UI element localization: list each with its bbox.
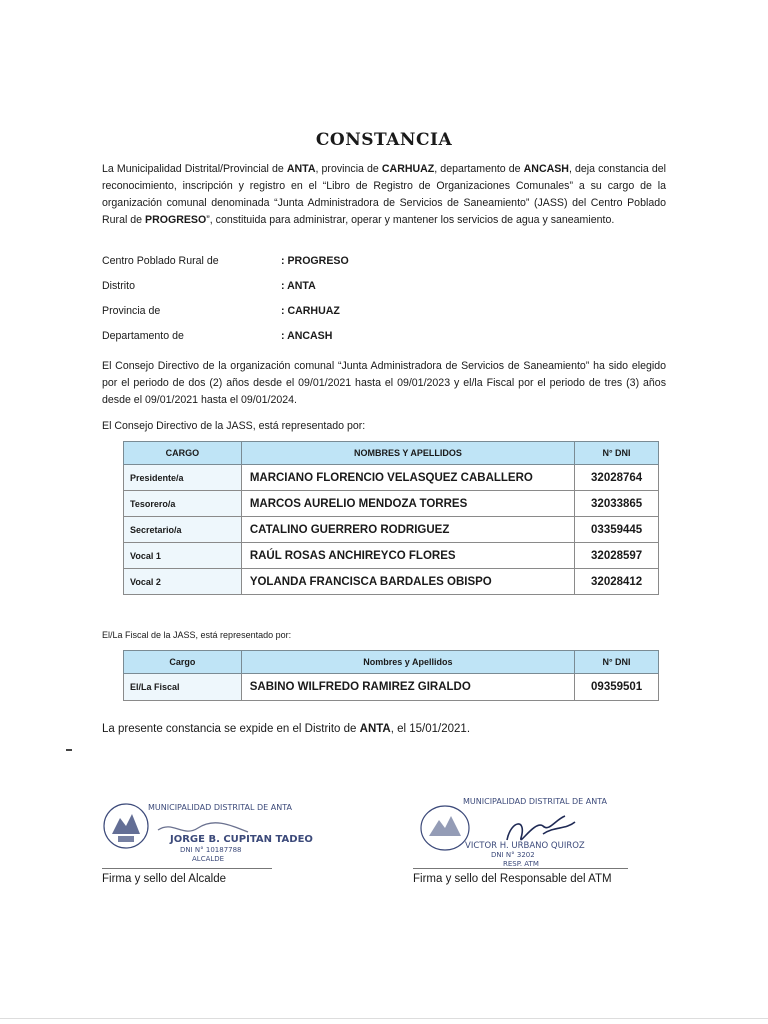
location-fields bbox=[102, 255, 502, 355]
cell-dni: 09359501 bbox=[575, 674, 659, 701]
cell-dni: 32028764 bbox=[575, 465, 659, 491]
cell-cargo: Vocal 1 bbox=[124, 543, 242, 569]
stamp-heading: MUNICIPALIDAD DISTRITAL DE ANTA bbox=[148, 803, 292, 812]
column-header-nombres: Nombres y Apellidos bbox=[241, 651, 574, 674]
atm-stamp bbox=[415, 790, 635, 870]
margin-mark bbox=[66, 749, 72, 751]
field-value: : PROGRESO bbox=[281, 255, 349, 267]
table-header-row bbox=[124, 651, 659, 674]
intro-bold: ANTA bbox=[286, 163, 316, 175]
cell-dni: 32033865 bbox=[575, 491, 659, 517]
field-value: : ANTA bbox=[281, 280, 316, 292]
intro-text: , provincia de bbox=[315, 163, 382, 175]
consejo-paragraph: El Consejo Directivo de la organización comunal “Junta Administradora de Servicios de Saneamiento” ha sido elegido por el periodo de dos (2) años desde el 09/01/2021 hasta el 09/01/2023 y el/la Fiscal por el periodo de tres (3) años desde el 09/01/2021 hasta el 09/01/2024. bbox=[102, 360, 666, 406]
table-row bbox=[124, 674, 659, 701]
table-row bbox=[124, 517, 659, 543]
table-header-row bbox=[124, 442, 659, 465]
column-header-nombres: NOMBRES Y APELLIDOS bbox=[241, 442, 574, 465]
field-label: Provincia de bbox=[102, 305, 161, 317]
field-row bbox=[102, 305, 502, 330]
cell-nombre: CATALINO GUERRERO RODRIGUEZ bbox=[241, 517, 574, 543]
municipal-emblem-icon bbox=[421, 806, 469, 850]
column-header-dni: N° DNI bbox=[575, 651, 659, 674]
cell-nombre: SABINO WILFREDO RAMIREZ GIRALDO bbox=[241, 674, 574, 701]
stamp-name: VICTOR H. URBANO QUIROZ bbox=[465, 841, 585, 851]
fiscal-table bbox=[123, 650, 659, 701]
stamp-heading: MUNICIPALIDAD DISTRITAL DE ANTA bbox=[463, 797, 607, 806]
closing-bold: ANTA bbox=[359, 723, 391, 735]
stamp-name: JORGE B. CUPITAN TADEO bbox=[170, 834, 313, 845]
cell-nombre: MARCIANO FLORENCIO VELASQUEZ CABALLERO bbox=[241, 465, 574, 491]
atm-signature-label: Firma y sello del Responsable del ATM bbox=[413, 873, 612, 885]
municipal-emblem-icon bbox=[104, 804, 148, 848]
field-row bbox=[102, 280, 502, 305]
field-label: Departamento de bbox=[102, 330, 184, 342]
column-header-cargo: CARGO bbox=[124, 442, 242, 465]
cell-nombre: YOLANDA FRANCISCA BARDALES OBISPO bbox=[241, 569, 574, 595]
consejo-table bbox=[123, 441, 659, 595]
intro-paragraph bbox=[102, 161, 666, 229]
table-row bbox=[124, 569, 659, 595]
signature-line-right bbox=[413, 868, 628, 869]
closing-statement bbox=[102, 723, 470, 735]
column-header-dni: N° DNI bbox=[575, 442, 659, 465]
fiscal-intro: El/La Fiscal de la JASS, está representado por: bbox=[102, 630, 292, 640]
closing-text: La presente constancia se expide en el Distrito de bbox=[102, 723, 360, 735]
cell-cargo: Secretario/a bbox=[124, 517, 242, 543]
stamp-dni: DNI N° 3202 bbox=[491, 851, 535, 859]
scan-edge bbox=[0, 1018, 768, 1019]
field-label: Distrito bbox=[102, 280, 135, 292]
stamp-role: RESP. ATM bbox=[503, 860, 539, 868]
mayor-signature-label: Firma y sello del Alcalde bbox=[102, 873, 226, 885]
cell-cargo: Vocal 2 bbox=[124, 569, 242, 595]
intro-bold: CARHUAZ bbox=[381, 163, 435, 175]
signature-scribble bbox=[507, 816, 575, 840]
table-row bbox=[124, 491, 659, 517]
intro-text: ”, constituida para administrar, operar y mantener los servicios de agua y saneamiento. bbox=[206, 214, 615, 226]
signature-line-left bbox=[102, 868, 272, 869]
intro-text: La Municipalidad Distrital/Provincial de bbox=[102, 163, 287, 175]
stamp-dni: DNI N° 10187788 bbox=[180, 846, 242, 854]
column-header-cargo: Cargo bbox=[124, 651, 242, 674]
consejo-intro: El Consejo Directivo de la JASS, está representado por: bbox=[102, 420, 366, 432]
stamp-role: ALCALDE bbox=[192, 855, 225, 863]
cell-nombre: MARCOS AURELIO MENDOZA TORRES bbox=[241, 491, 574, 517]
table-row bbox=[124, 543, 659, 569]
cell-cargo: Tesorero/a bbox=[124, 491, 242, 517]
document-title: CONSTANCIA bbox=[315, 130, 453, 150]
mayor-stamp bbox=[98, 790, 313, 870]
cell-cargo: Presidente/a bbox=[124, 465, 242, 491]
field-row bbox=[102, 330, 502, 355]
closing-text: , el 15/01/2021. bbox=[390, 723, 471, 735]
intro-text: , deja constancia del reconocimiento, inscripción y registro en el “Libro de Registro de Organizaciones Comunales” a su cargo de la organización comunal denominada “Junta Administradora de Servicios de Saneamiento” (JASS) del Centro Poblado Rural de bbox=[102, 163, 666, 226]
field-value: : CARHUAZ bbox=[281, 305, 340, 317]
cell-dni: 03359445 bbox=[575, 517, 659, 543]
intro-text: , departamento de bbox=[434, 163, 524, 175]
signature-scribble bbox=[158, 823, 248, 832]
cell-nombre: RAÚL ROSAS ANCHIREYCO FLORES bbox=[241, 543, 574, 569]
table-row bbox=[124, 465, 659, 491]
field-row bbox=[102, 255, 502, 280]
intro-bold: PROGRESO bbox=[145, 214, 207, 226]
field-value: : ANCASH bbox=[281, 330, 333, 342]
intro-bold: ANCASH bbox=[523, 163, 569, 175]
cell-dni: 32028412 bbox=[575, 569, 659, 595]
field-label: Centro Poblado Rural de bbox=[102, 255, 219, 267]
cell-cargo: El/La Fiscal bbox=[124, 674, 242, 701]
cell-dni: 32028597 bbox=[575, 543, 659, 569]
